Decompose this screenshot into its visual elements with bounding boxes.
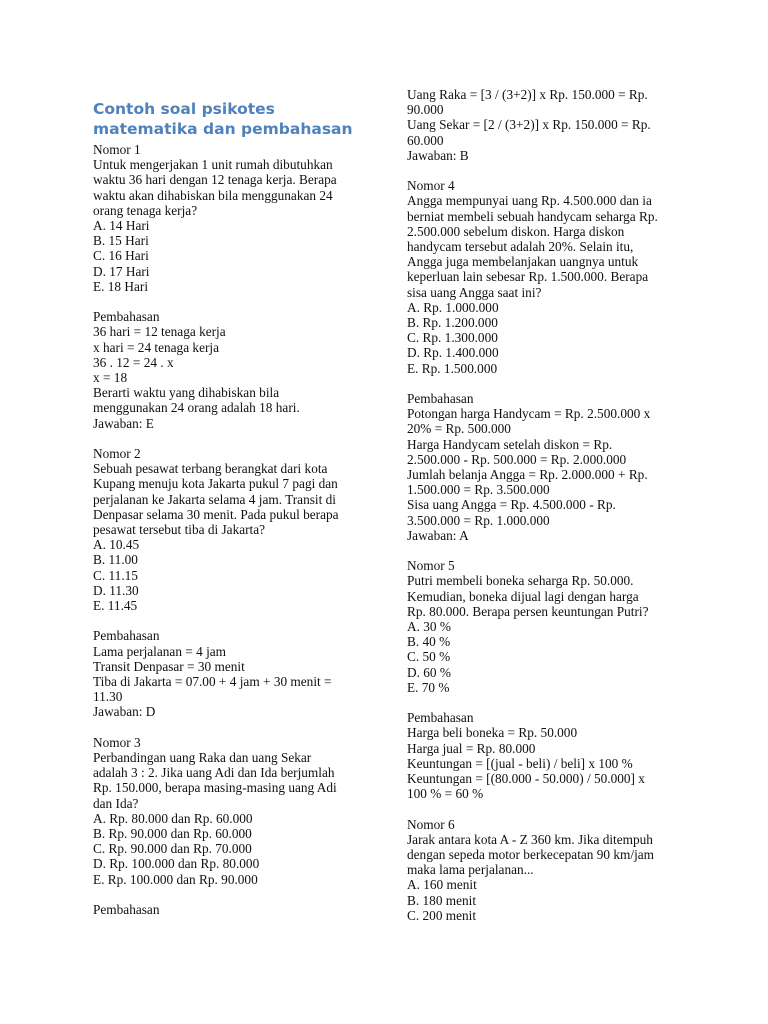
text-line: C. 50 % [407,649,451,665]
text-line: B. Rp. 90.000 dan Rp. 60.000 [93,826,252,842]
text-line: waktu akan dihabiskan bila menggunakan 24 [93,187,333,203]
text-line: Sisa uang Angga = Rp. 4.500.000 - Rp. [407,497,616,513]
text-line: menggunakan 24 orang adalah 18 hari. [93,400,300,416]
right-column [407,87,692,923]
text-line: B. 11.00 [93,552,138,568]
text-line: C. Rp. 90.000 dan Rp. 70.000 [93,841,252,857]
text-line: maka lama perjalanan... [407,862,534,878]
blank-line [93,887,378,902]
blank-line [93,720,378,735]
text-line: berniat membeli sebuah handycam seharga Rp. [407,208,658,224]
text-line: Jarak antara kota A - Z 360 km. Jika ditempuh [407,831,653,847]
text-line: 2.500.000 - Rp. 500.000 = Rp. 2.000.000 [407,451,627,467]
text-line: 100 % = 60 % [407,786,484,802]
text-line: A. 10.45 [93,537,140,553]
blank-line [407,801,692,816]
text-line: Jawaban: D [93,704,156,720]
text-line: 36 hari = 12 tenaga kerja [93,324,226,340]
text-line: Pembahasan [407,391,474,407]
text-line: B. 15 Hari [93,233,149,249]
text-line: pesawat tersebut tiba di Jakarta? [93,522,266,538]
text-line: Denpasar selama 30 menit. Pada pukul berapa [93,506,339,522]
text-line: 2.500.000 sebelum diskon. Harga diskon [407,223,625,239]
text-line: Rp. 150.000, berapa masing-masing uang Adi [93,780,337,796]
text-line: Harga beli boneka = Rp. 50.000 [407,725,578,741]
text-line: 1.500.000 = Rp. 3.500.000 [407,482,550,498]
text-line: E. 11.45 [93,598,138,614]
text-line: Nomor 4 [407,178,455,194]
blank-line [407,163,692,178]
text-line: Untuk mengerjakan 1 unit rumah dibutuhkan [93,157,333,173]
blank-line [407,543,692,558]
text-line: C. 11.15 [93,567,138,583]
text-line: 90.000 [407,102,444,118]
text-line: D. 11.30 [93,582,139,598]
text-line: Pembahasan [93,902,160,918]
text-line: Pembahasan [93,309,160,325]
text-line: Nomor 1 [93,142,141,157]
text-line: keperluan lain sebesar Rp. 1.500.000. Berapa [407,269,649,285]
text-line: D. Rp. 100.000 dan Rp. 80.000 [93,856,260,872]
blank-line [93,431,378,446]
text-line: dan Ida? [93,795,139,811]
text-line: Uang Raka = [3 / (3+2)] x Rp. 150.000 = Rp. [407,87,648,102]
right-column-text [407,87,692,923]
text-line: Kupang menuju kota Jakarta pukul 7 pagi dan [93,476,338,492]
blank-line [93,613,378,628]
text-line: Pembahasan [93,628,160,644]
text-line: 36 . 12 = 24 . x [93,354,174,370]
text-line: adalah 3 : 2. Jika uang Adi dan Ida berjumlah [93,765,335,781]
text-line: Berarti waktu yang dihabiskan bila [93,385,280,401]
text-line: Uang Sekar = [2 / (3+2)] x Rp. 150.000 = Rp. [407,117,651,133]
text-line: Kemudian, boneka dijual lagi dengan harga [407,588,639,604]
text-line: D. Rp. 1.400.000 [407,345,499,361]
text-line: Angga juga membelanjakan uangnya untuk [407,254,639,270]
text-line: A. Rp. 80.000 dan Rp. 60.000 [93,810,253,826]
text-line: x hari = 24 tenaga kerja [93,339,220,355]
text-line: sisa uang Angga saat ini? [407,284,542,300]
text-line: Rp. 80.000. Berapa persen keuntungan Putri? [407,603,649,619]
text-line: Nomor 5 [407,558,455,574]
text-line: Jawaban: B [407,147,469,163]
text-line: A. 30 % [407,619,451,635]
text-line: C. 200 menit [407,907,477,923]
text-line: B. 40 % [407,634,451,650]
text-line: B. Rp. 1.200.000 [407,315,498,331]
page-title [93,99,378,139]
text-line: Sebuah pesawat terbang berangkat dari kota [93,461,328,477]
text-line: D. 17 Hari [93,263,150,279]
title-line: matematika dan pembahasan [93,120,353,138]
text-line: Jawaban: A [407,527,469,543]
text-line: Nomor 3 [93,734,141,750]
text-line: Perbandingan uang Raka dan uang Sekar [93,750,312,766]
text-line: 20% = Rp. 500.000 [407,421,511,437]
text-line: Pembahasan [407,710,474,726]
text-line: A. 160 menit [407,877,477,893]
text-line: C. 16 Hari [93,248,149,264]
text-line: 3.500.000 = Rp. 1.000.000 [407,512,550,528]
title-line: Contoh soal psikotes [93,100,275,118]
text-line: Keuntungan = [(80.000 - 50.000) / 50.000] x [407,771,645,787]
text-line: Angga mempunyai uang Rp. 4.500.000 dan ia [407,193,652,209]
text-line: C. Rp. 1.300.000 [407,330,498,346]
text-line: Nomor 6 [407,816,455,832]
text-line: E. 18 Hari [93,278,149,294]
text-line: Jawaban: E [93,415,154,431]
text-line: Harga Handycam setelah diskon = Rp. [407,436,613,452]
text-line: E. Rp. 100.000 dan Rp. 90.000 [93,871,258,887]
text-line: handycam tersebut adalah 20%. Selain itu, [407,239,634,255]
text-line: A. Rp. 1.000.000 [407,299,499,315]
text-line: E. Rp. 1.500.000 [407,360,498,376]
text-line: Lama perjalanan = 4 jam [93,643,227,659]
text-line: D. 60 % [407,664,451,680]
text-line: Putri membeli boneka seharga Rp. 50.000. [407,573,634,589]
text-line: A. 14 Hari [93,218,150,234]
text-line: B. 180 menit [407,892,477,908]
blank-line [407,376,692,391]
text-line: 11.30 [93,689,123,705]
left-column-text [93,142,378,917]
text-line: 60.000 [407,132,444,148]
text-line: x = 18 [93,370,128,386]
blank-line [93,294,378,309]
text-line: Transit Denpasar = 30 menit [93,658,245,674]
text-line: Potongan harga Handycam = Rp. 2.500.000 x [407,406,651,422]
text-line: dengan sepeda motor berkecepatan 90 km/jam [407,847,655,863]
text-line: waktu 36 hari dengan 12 tenaga kerja. Berapa [93,172,337,188]
text-line: Tiba di Jakarta = 07.00 + 4 jam + 30 menit = [93,674,332,690]
text-line: Harga jual = Rp. 80.000 [407,740,536,756]
text-line: E. 70 % [407,679,450,695]
text-line: Nomor 2 [93,446,141,462]
text-line: Keuntungan = [(jual - beli) / beli] x 100 % [407,755,633,771]
text-line: Jumlah belanja Angga = Rp. 2.000.000 + Rp. [407,467,648,483]
blank-line [407,695,692,710]
text-line: orang tenaga kerja? [93,202,198,218]
left-column [93,99,378,917]
text-line: perjalanan ke Jakarta selama 4 jam. Transit di [93,491,336,507]
